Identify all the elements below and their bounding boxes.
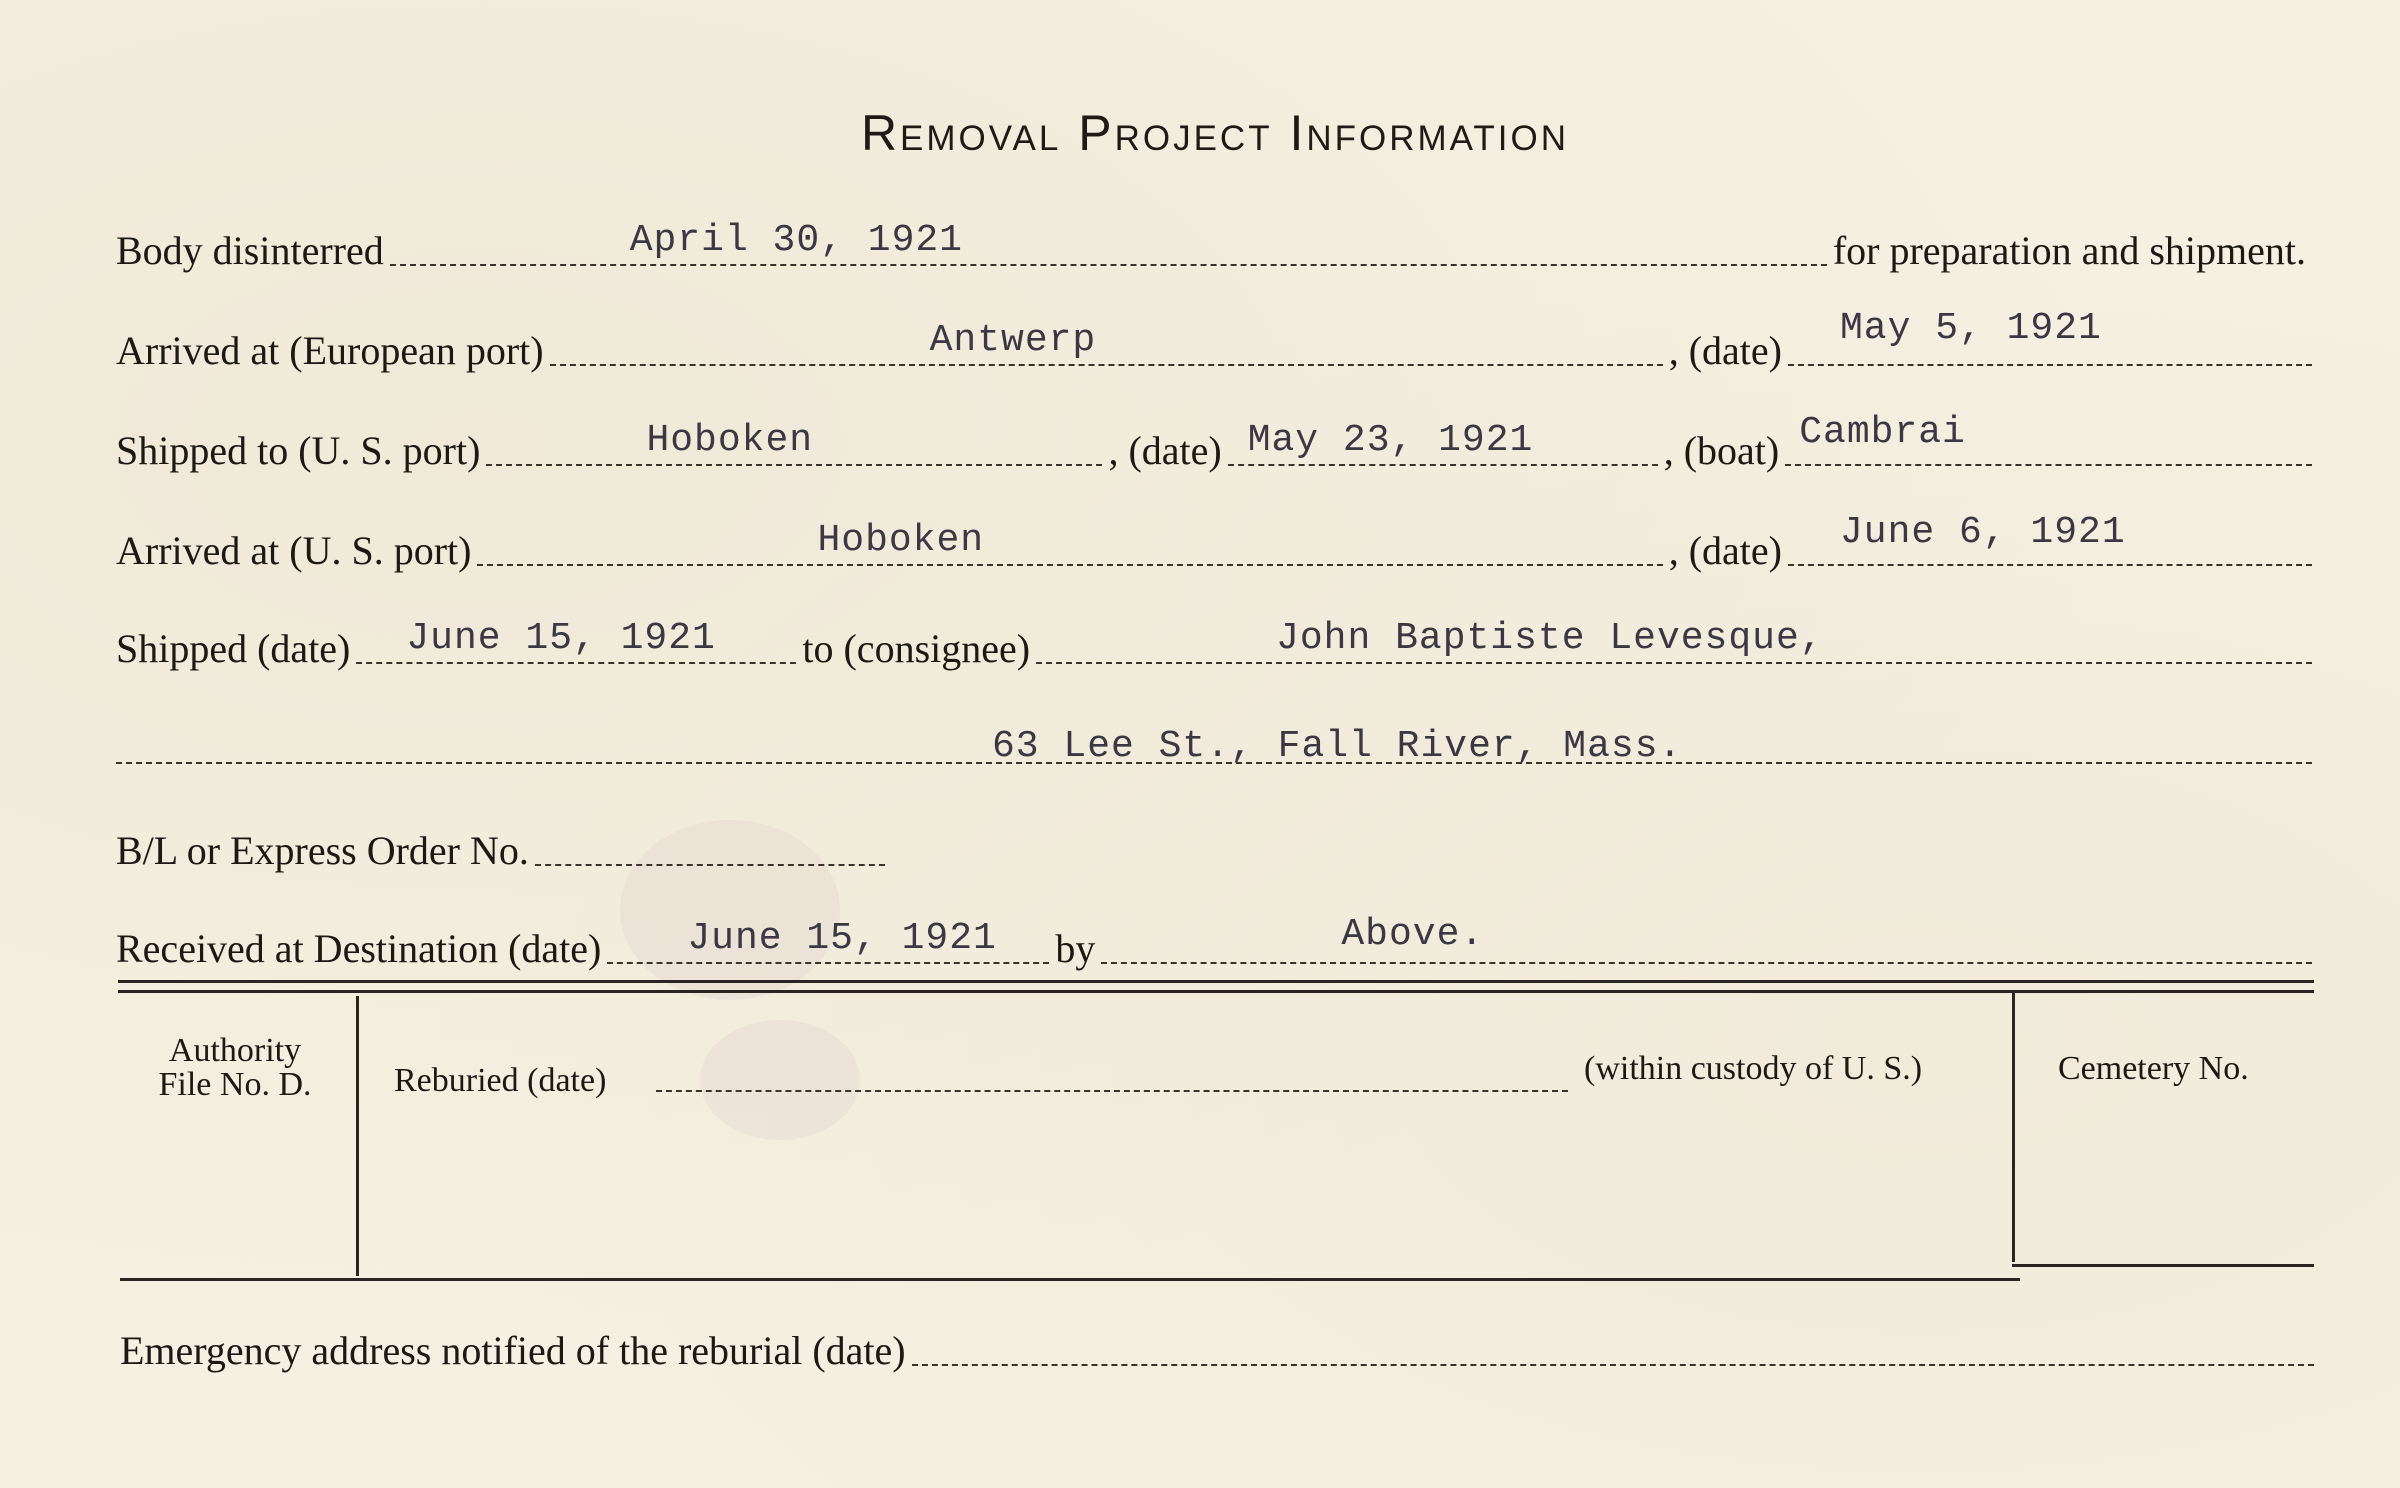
arrived-european-port-field	[550, 319, 1663, 366]
authority-label: Authority	[168, 1032, 302, 1069]
bl-order-field	[535, 826, 885, 866]
body-disinterred-field	[390, 219, 1827, 266]
body-disinterred-value: April 30, 1921	[629, 219, 963, 262]
bl-order-label: B/L or Express Order No.	[116, 828, 529, 873]
received-by-label: by	[1055, 926, 1096, 971]
consignee-value: John Baptiste Levesque,	[1276, 617, 1824, 660]
arrived-us-date-field	[1788, 511, 2312, 566]
arrived-us-date-value: June 6, 1921	[1840, 511, 2126, 554]
row-emergency	[120, 1326, 2314, 1374]
shipped-us-boat-label: , (boat)	[1663, 428, 1780, 473]
shipped-us-date-field	[1228, 419, 1658, 466]
arrived-european-date-label: , (date)	[1668, 328, 1782, 373]
body-disinterred-suffix: for preparation and shipment.	[1832, 228, 2306, 273]
double-rule-top	[118, 980, 2314, 983]
shipped-us-label: Shipped to (U. S. port)	[116, 428, 481, 473]
arrived-us-label: Arrived at (U. S. port)	[116, 528, 472, 573]
shipped-us-boat-field	[1785, 411, 2312, 466]
consignee-label: to (consignee)	[802, 626, 1031, 671]
consignee-field	[1036, 617, 2312, 664]
received-by-field	[1101, 913, 2312, 964]
arrived-european-date-field	[1788, 307, 2312, 366]
received-label: Received at Destination (date)	[116, 926, 602, 971]
shipped-us-port-field	[486, 419, 1102, 466]
shipped-us-date-label: , (date)	[1108, 428, 1222, 473]
consignee-address-value: 63 Lee St., Fall River, Mass.	[992, 725, 1683, 768]
card-title: Removal Project Information	[860, 105, 1570, 161]
body-disinterred-label: Body disinterred	[116, 228, 384, 273]
arrived-european-label: Arrived at (European port)	[116, 328, 544, 373]
ink-smudge	[700, 1020, 860, 1140]
cemetery-label: Cemetery No.	[2058, 1050, 2249, 1087]
row-arrived-european	[116, 307, 2312, 374]
box-bottom-rule-right	[2012, 1264, 2314, 1267]
box-divider-right	[2012, 992, 2015, 1262]
reburied-label: Reburied (date)	[394, 1062, 607, 1099]
shipped-us-date-value: May 23, 1921	[1247, 419, 1534, 462]
row-arrived-us	[116, 511, 2312, 574]
consignee-address-field	[116, 724, 2312, 768]
arrived-us-date-label: , (date)	[1668, 528, 1782, 573]
row-bl-order	[116, 826, 2312, 874]
arrived-european-port-value: Antwerp	[929, 319, 1097, 362]
row-shipped-date	[116, 617, 2312, 672]
row-received	[116, 913, 2312, 972]
custody-label: (within custody of U. S.)	[1584, 1050, 1923, 1087]
shipped-us-boat-value: Cambrai	[1799, 411, 1966, 454]
received-by-value: Above.	[1341, 913, 1485, 956]
received-date-value: June 15, 1921	[687, 917, 997, 960]
reburied-field	[656, 1090, 1568, 1092]
double-rule-bottom	[118, 990, 2314, 993]
shipped-date-field	[356, 617, 796, 664]
file-no-label: File No. D.	[158, 1066, 312, 1103]
emergency-date-field	[912, 1326, 2314, 1366]
shipped-date-value: June 15, 1921	[406, 617, 716, 660]
emergency-label: Emergency address notified of the reburial (date)	[120, 1328, 906, 1373]
row-shipped-us	[116, 411, 2312, 474]
shipped-date-label: Shipped (date)	[116, 626, 351, 671]
arrived-us-port-field	[477, 519, 1662, 566]
received-date-field	[607, 917, 1049, 964]
box-bottom-rule	[120, 1278, 2020, 1281]
box-divider-left	[356, 996, 359, 1276]
shipped-us-port-value: Hoboken	[646, 419, 814, 462]
arrived-us-port-value: Hoboken	[817, 519, 985, 562]
arrived-european-date-value: May 5, 1921	[1840, 307, 2102, 350]
row-body-disinterred	[116, 219, 2312, 274]
row-consignee-address	[116, 724, 2312, 772]
